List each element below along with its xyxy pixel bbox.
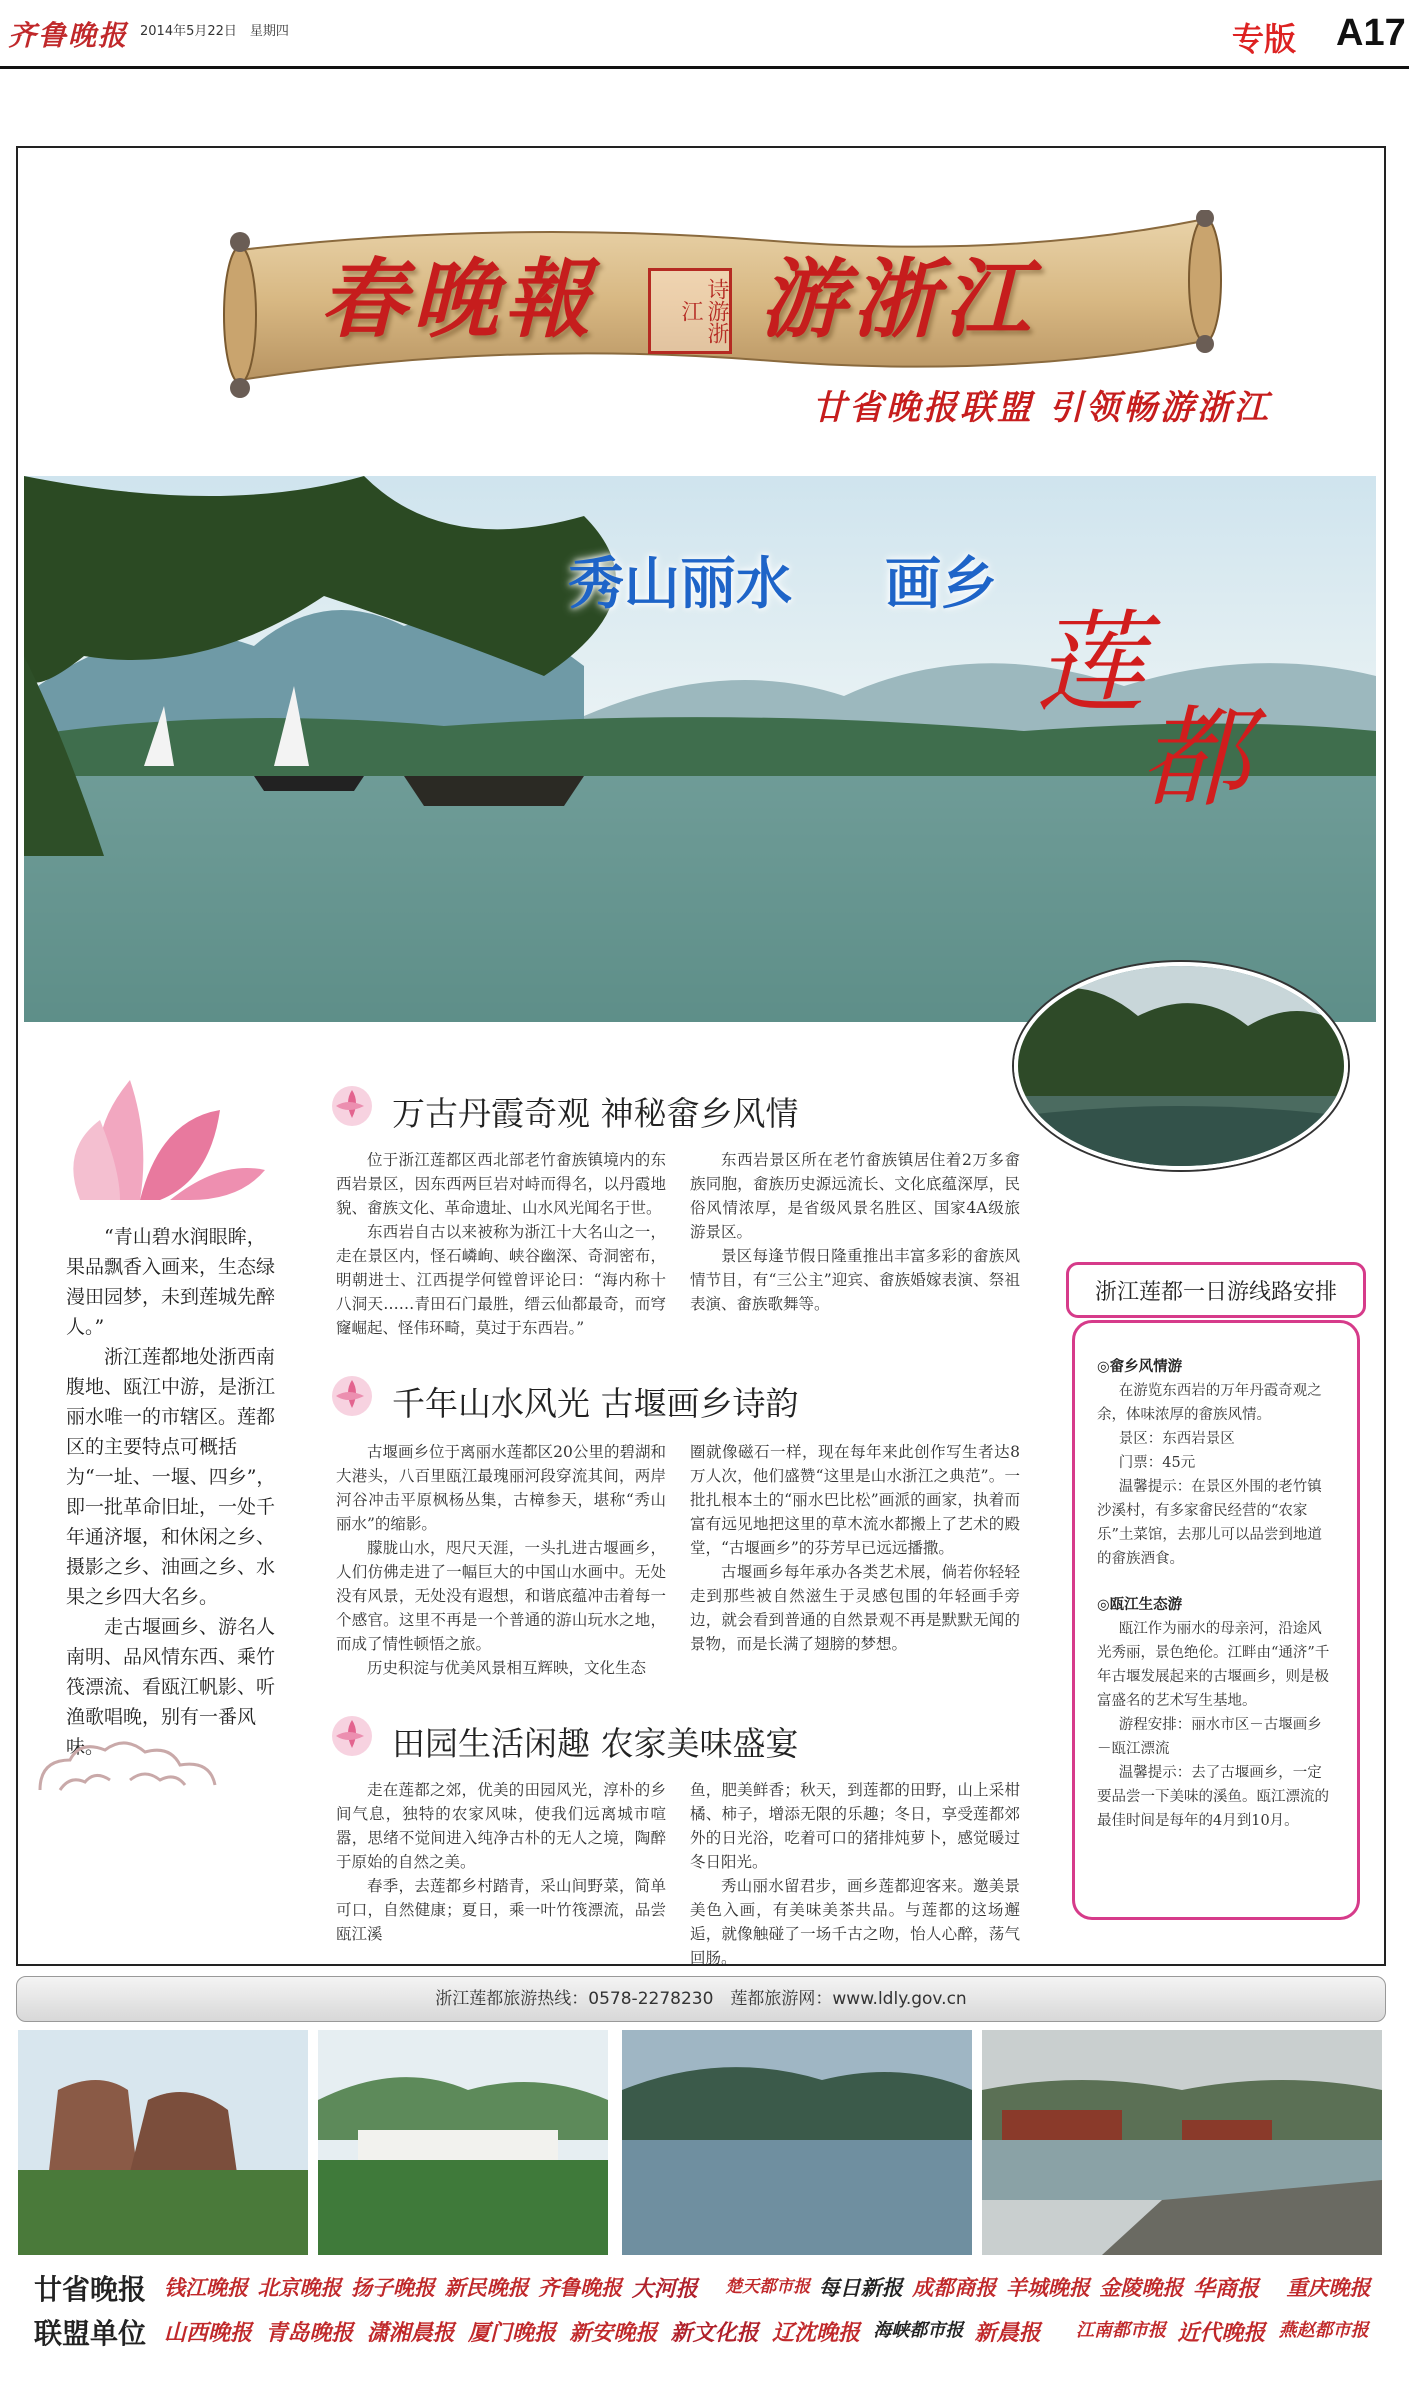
danxia-rock-photo xyxy=(18,2030,308,2255)
cloud-ornament xyxy=(30,1730,230,1810)
hero-title-1: 秀山丽水 xyxy=(568,552,792,617)
itinerary-line: 门票：45元 xyxy=(1118,1455,1196,1471)
alliance-paper-logo: 潇湘晨报 xyxy=(366,2320,455,2346)
itinerary-heading: 浙江莲都一日游线路安排 xyxy=(1066,1262,1366,1318)
alliance-paper-logo: 扬子晚报 xyxy=(351,2275,436,2300)
alliance-label-line1: 廿省晚报 xyxy=(34,2273,147,2306)
alliance-paper-logo: 新安晚报 xyxy=(569,2320,658,2346)
intro-text xyxy=(66,1222,276,1762)
riverside-boats-photo xyxy=(982,2030,1382,2255)
alliance-paper-logo: 重庆晚报 xyxy=(1286,2275,1371,2300)
paragraph: 古堰画乡位于离丽水莲都区20公里的碧湖和大港头，八百里瓯江最瑰丽河段穿流其间，两岸河谷冲击平原枫杨丛集，古樟参天，堪称“秀山丽水”的缩影。 xyxy=(336,1443,666,1533)
alliance-paper-logo: 近代晚报 xyxy=(1177,2320,1266,2346)
intro-paragraph: “青山碧水润眼眸，果品飘香入画来，生态绿漫田园梦，未到莲城先醉人。” xyxy=(66,1226,276,1338)
lotus-bullet-icon xyxy=(330,1084,374,1128)
hero-calligraphy-lian: 莲 xyxy=(1035,599,1145,727)
section-2-col-2 xyxy=(690,1440,1020,1656)
alliance-paper-logo: 新民晚报 xyxy=(444,2275,529,2300)
lotus-bullet-icon xyxy=(330,1714,374,1758)
section-2-col-1 xyxy=(336,1440,666,1680)
section-2-title: 千年山水风光 古堰画乡诗韵 xyxy=(392,1384,799,1423)
itinerary-line: 温馨提示：在景区外围的老竹镇沙溪村，有多家畲民经营的“农家乐”土菜馆，去那儿可以品尝到地道的畲族酒食。 xyxy=(1097,1479,1322,1567)
alliance-paper-logo: 新晨报 xyxy=(974,2320,1041,2346)
oval-inset-photo xyxy=(1014,962,1348,1170)
hero-title-2: 画乡 xyxy=(885,552,997,617)
paragraph: 历史积淀与优美风景相互辉映，文化生态 xyxy=(367,1659,647,1677)
paragraph: 鱼，肥美鲜香；秋天，到莲都的田野，山上采柑橘、柿子，增添无限的乐趣；冬日，享受莲都郊外的日光浴，吃着可口的猪排炖萝卜，感觉暖过冬日阳光。 xyxy=(690,1781,1020,1871)
alliance-paper-logo: 江南都市报 xyxy=(1076,2320,1166,2341)
paragraph: 位于浙江莲都区西北部老竹畲族镇境内的东西岩景区，因东西两巨岩对峙而得名，以丹霞地貌、畲族文化、革命遗址、山水风光闻名于世。 xyxy=(336,1151,666,1217)
alliance-paper-logo: 楚天都市报 xyxy=(725,2277,811,2297)
paragraph: 走在莲都之郊，优美的田园风光，淳朴的乡间气息，独特的农家风味，使我们远离城市喧嚣，思绪不觉间进入纯净古朴的无人之境，陶醉于原始的自然之美。 xyxy=(336,1781,666,1871)
alliance-paper-logo: 金陵晚报 xyxy=(1099,2275,1184,2300)
intro-paragraph: 浙江莲都地处浙西南腹地、瓯江中游，是浙江丽水唯一的市辖区。莲都区的主要特点可概括为“一址、一堰、四乡”，即一批革命旧址，一处千年通济堰，和休闲之乡、摄影之乡、油画之乡、水果之乡四大名乡。 xyxy=(66,1346,276,1608)
alliance-paper-logo: 北京晚报 xyxy=(257,2275,342,2300)
paragraph: 圈就像磁石一样，现在每年来此创作写生者达8万人次，他们盛赞“这里是山水浙江之典范”。一批扎根本土的“丽水巴比松”画派的画家，执着而富有远见地把这里的草木流水都搬上了艺术的殿堂，“古堰画乡”的芬芳早已远远播撒。 xyxy=(690,1443,1020,1557)
intro-paragraph: 走古堰画乡、游名人南明、品风情东西、乘竹筏漂流、看瓯江帆影、听渔歌唱晚，别有一番风味。 xyxy=(66,1616,276,1758)
issue-date: 2014年5月22日 星期四 xyxy=(140,24,289,39)
tourism-hotline-bar: 浙江莲都旅游热线：0578-2278230 莲都旅游网：www.ldly.gov.cn xyxy=(16,1976,1386,2022)
alliance-paper-logo: 山西晚报 xyxy=(164,2320,253,2346)
banner-title-right: 游浙江 xyxy=(760,249,1036,350)
alliance-paper-logo: 大河报 xyxy=(631,2276,698,2302)
paragraph: 春季，去莲都乡村踏青，采山间野菜，简单可口，自然健康；夏日，乘一叶竹筏漂流，品尝瓯江溪 xyxy=(336,1877,666,1943)
banner-slogan: 廿省晚报联盟 引领畅游浙江 xyxy=(812,388,1271,428)
river-reflection-photo xyxy=(622,2030,972,2255)
paragraph: 朦胧山水，咫尺天涯，一头扎进古堰画乡，人们仿佛走进了一幅巨大的中国山水画中。无处没有风景，无处没有遐想，和谐底蕴冲击着每一个感官。这里不再是一个普通的游山玩水之地，而成了情性顿悟之旅。 xyxy=(336,1539,666,1653)
section-1-col-1 xyxy=(336,1148,666,1340)
lotus-flower-image xyxy=(20,1070,270,1200)
alliance-paper-logo: 华商报 xyxy=(1192,2276,1259,2302)
alliance-paper-logo: 青岛晚报 xyxy=(265,2320,354,2346)
banner-title-left: 春晚報 xyxy=(320,249,596,350)
section-1-col-2 xyxy=(690,1148,1020,1316)
alliance-label-line2: 联盟单位 xyxy=(34,2317,147,2350)
alliance-paper-logo: 齐鲁晚报 xyxy=(538,2275,623,2300)
itinerary-item-title: ◎瓯江生态游 xyxy=(1097,1596,1183,1613)
paragraph: 景区每逢节假日隆重推出丰富多彩的畲族风情节目，有“三公主”迎宾、畲族婚嫁表演、祭祖表演、畲族歌舞等。 xyxy=(690,1247,1020,1313)
section-3-title: 田园生活闲趣 农家美味盛宴 xyxy=(392,1724,799,1763)
alliance-paper-logo: 新文化报 xyxy=(670,2320,759,2346)
alliance-paper-logo: 钱江晚报 xyxy=(164,2275,248,2300)
paragraph: 秀山丽水留君步，画乡莲都迎客来。邀美景美色入画，有美味美茶共品。与莲都的这场邂逅，就像触碰了一场千古之吻，怡人心醉，荡气回肠。 xyxy=(690,1877,1020,1967)
itinerary-line: 在游览东西岩的万年丹霞奇观之余，体味浓厚的畲族风情。 xyxy=(1097,1383,1322,1423)
section-3-col-1 xyxy=(336,1778,666,1946)
paragraph: 东西岩自古以来被称为浙江十大名山之一，走在景区内，怪石嶙峋、峡谷幽深、奇洞密布，明朝进士、江西提学何镗曾评论曰：“海内称十八洞天……青田石门最胜，缙云仙都最奇，而穹窿崛起、怪伟环畸，莫过于东西岩。” xyxy=(336,1223,666,1337)
page-number: A17 xyxy=(1336,12,1406,54)
masthead: 齐鲁晚报 xyxy=(8,19,129,52)
itinerary-box xyxy=(1072,1320,1360,1920)
section-3-col-2 xyxy=(690,1778,1020,1970)
paragraph: 古堰画乡每年承办各类艺术展，倘若你轻轻走到那些被自然滋生于灵感包围的年轻画手旁边，就会看到普通的自然景观不再是默默无闻的景物，而是长满了翅膀的梦想。 xyxy=(690,1563,1020,1653)
banner-seal: 诗游浙江 xyxy=(648,268,732,354)
itinerary-item-title: ◎畲乡风情游 xyxy=(1097,1358,1183,1375)
itinerary-line: 温馨提示：去了古堰画乡，一定要品尝一下美味的溪鱼。瓯江漂流的最佳时间是每年的4月到10月。 xyxy=(1097,1765,1329,1829)
alliance-paper-logo: 羊城晚报 xyxy=(1005,2275,1090,2300)
alliance-paper-logo: 辽沈晚报 xyxy=(772,2320,861,2346)
itinerary-line: 游程安排：丽水市区－古堰画乡－瓯江漂流 xyxy=(1097,1717,1322,1757)
lotus-bullet-icon xyxy=(330,1374,374,1418)
itinerary-line: 景区：东西岩景区 xyxy=(1118,1431,1235,1447)
section-1-title: 万古丹霞奇观 神秘畲乡风情 xyxy=(392,1094,799,1133)
alliance-paper-logo: 燕赵都市报 xyxy=(1278,2320,1369,2341)
alliance-paper-logo: 海峡都市报 xyxy=(873,2320,964,2341)
village-lotus-pond-photo xyxy=(318,2030,608,2255)
section-label: 专版 xyxy=(1232,20,1297,58)
alliance-paper-logo: 厦门晚报 xyxy=(468,2320,557,2346)
hero-calligraphy-du: 都 xyxy=(1140,694,1250,822)
alliance-paper-logo: 成都商报 xyxy=(912,2275,997,2300)
itinerary-line: 瓯江作为丽水的母亲河，沿途风光秀丽，景色绝伦。江畔由“通济”千年古堰发展起来的古堰画乡，则是极富盛名的艺术写生基地。 xyxy=(1097,1621,1330,1709)
header-rule xyxy=(0,66,1409,69)
paragraph: 东西岩景区所在老竹畲族镇居住着2万多畲族同胞，畲族历史源远流长、文化底蕴深厚，民俗风情浓厚，是省级风景名胜区、国家4A级旅游景区。 xyxy=(690,1151,1020,1241)
alliance-paper-logo: 每日新报 xyxy=(818,2275,903,2300)
